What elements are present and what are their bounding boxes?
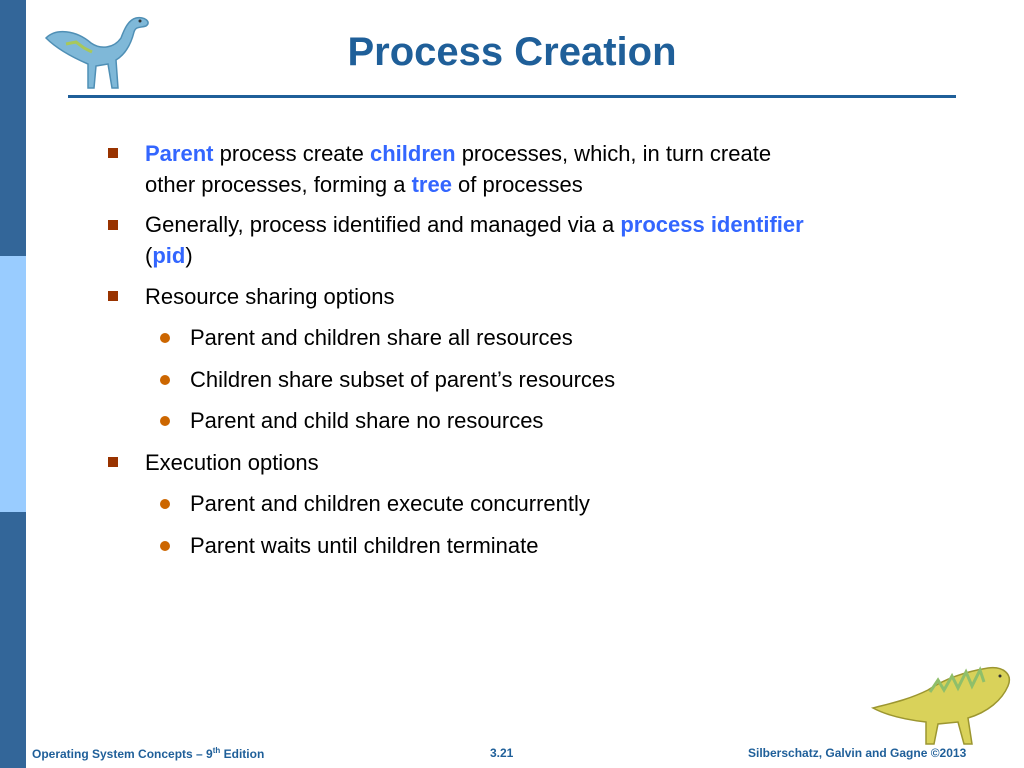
square-bullet-icon (108, 148, 118, 158)
bullet-resource-sharing: Resource sharing options (145, 284, 395, 309)
sub-bullet: Parent waits until children terminate (190, 533, 539, 558)
slide-title: Process Creation (347, 30, 677, 74)
bullet-text: processes, which, in turn create other processes, forming a (145, 141, 772, 197)
highlight-pid: pid (152, 243, 186, 268)
bullet-text: process create (213, 141, 370, 166)
sub-bullet: Parent and child share no resources (190, 408, 544, 433)
round-bullet-icon (160, 416, 170, 426)
bullet-process-identifier (145, 209, 825, 271)
title-underline (68, 95, 956, 98)
highlight-children: children (370, 141, 456, 166)
footer-book-post: Edition (220, 747, 265, 761)
sidebar-stripe (0, 0, 26, 768)
square-bullet-icon (108, 291, 118, 301)
square-bullet-icon (108, 457, 118, 467)
footer-page-number: 3.21 (490, 746, 514, 760)
footer-copyright: Silberschatz, Galvin and Gagne ©2013 (748, 746, 967, 760)
bullet-execution-options: Execution options (145, 450, 319, 475)
sidebar-segment-bottom (0, 512, 26, 768)
highlight-parent: Parent (145, 141, 214, 166)
bullet-text: Generally, process identified and managed via a (145, 212, 621, 237)
highlight-process-identifier: process identifier (620, 212, 804, 237)
bullet-text: ( (145, 243, 153, 268)
dinosaur-logo-bottom (868, 660, 1018, 750)
round-bullet-icon (160, 333, 170, 343)
round-bullet-icon (160, 375, 170, 385)
round-bullet-icon (160, 499, 170, 509)
square-bullet-icon (108, 220, 118, 230)
footer-book-sup: th (212, 746, 221, 755)
round-bullet-icon (160, 541, 170, 551)
footer-book-title (32, 746, 264, 761)
highlight-tree: tree (411, 172, 452, 197)
bullet-text: ) (185, 243, 193, 268)
bullet-parent-children (145, 138, 825, 200)
sub-bullet: Parent and children share all resources (190, 325, 573, 350)
sub-bullet: Parent and children execute concurrently (190, 491, 590, 516)
sidebar-segment-middle (0, 256, 26, 512)
sub-bullet: Children share subset of parent’s resources (190, 367, 616, 392)
footer-book-pre: Operating System Concepts – 9 (32, 747, 213, 761)
bullet-text: of processes (451, 172, 583, 197)
